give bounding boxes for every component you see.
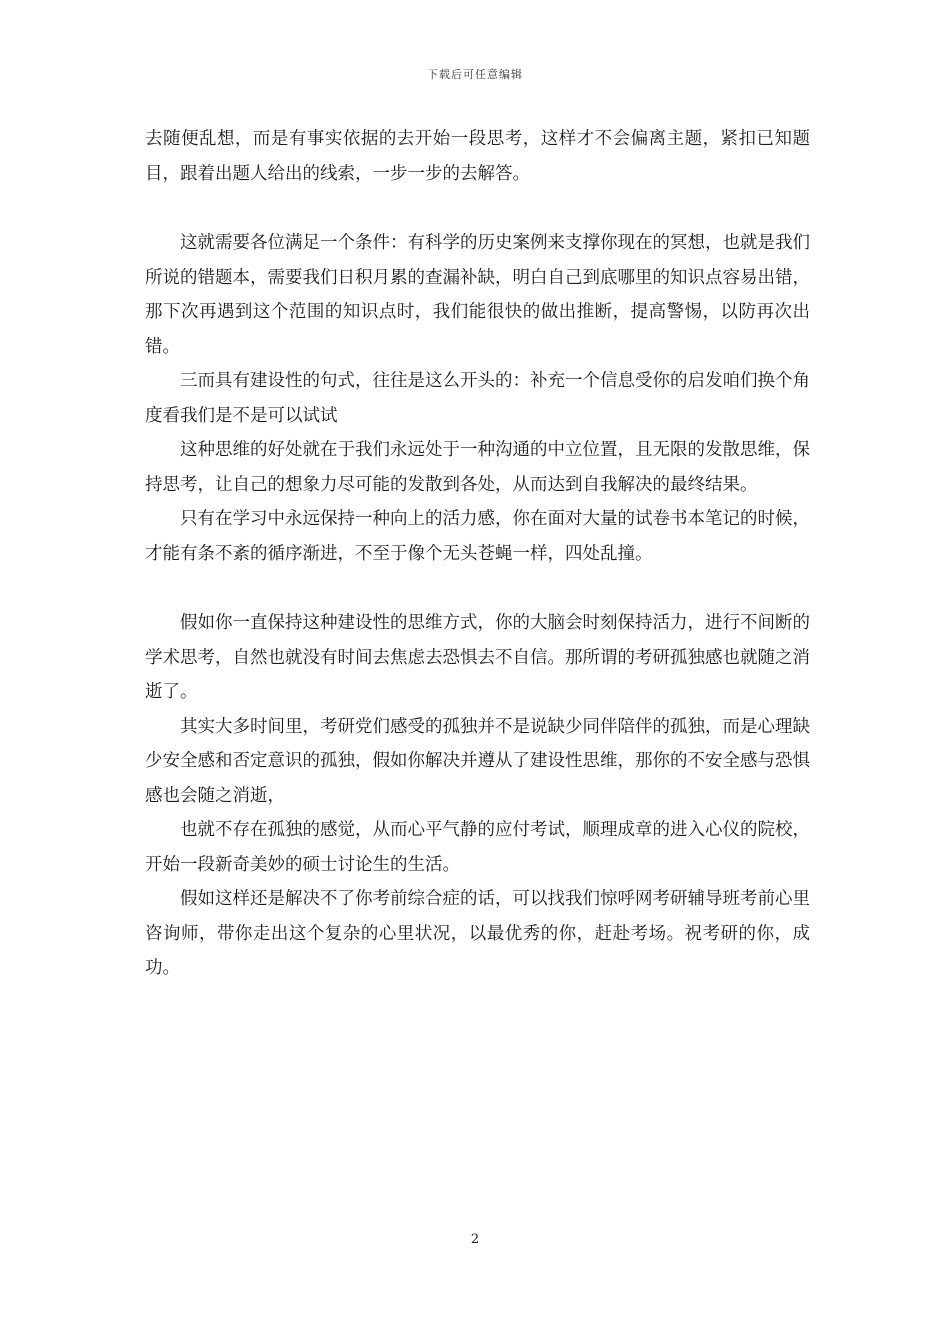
document-body [145,122,810,986]
paragraph-thinking-benefit: 这种思维的好处就在于我们永远处于一种沟通的中立位置，且无限的发散思维，保持思考，让自己的想象力尽可能的发散到各处，从而达到自我解决的最终结果。 [145,440,810,495]
paragraph-calm-exam: 也就不存在孤独的感觉，从而心平气静的应付考试，顺理成章的进入心仪的院校，开始一段新奇美妙的硕士讨论生的生活。 [145,820,810,875]
paragraph-counseling: 假如这样还是解决不了你考前综合症的话，可以找我们惊呼网考研辅导班考前心里咨询师，带你走出这个复杂的心里状况，以最优秀的你，赶赴考场。祝考研的你，成功。 [145,889,810,978]
paragraph-error-notebook: 这就需要各位满足一个条件：有科学的历史案例来支撑你现在的冥想，也就是我们所说的错题本，需要我们日积月累的查漏补缺，明白自己到底哪里的知识点容易出错，那下次再遇到这个范围的知识点时，我们能很快的做出推断，提高警惕，以防再次出错。 [145,233,810,357]
paragraph-constructive-mindset: 假如你一直保持这种建设性的思维方式，你的大脑会时刻保持活力，进行不间断的学术思考，自然也就没有时间去焦虑去恐惧去不自信。那所谓的考研孤独感也就随之消逝了。 [145,613,810,702]
page-header: 下载后可任意编辑 [427,68,523,81]
paragraph-constructive-phrasing: 三而具有建设性的句式，往往是这么开头的：补充一个信息受你的启发咱们换个角度看我们是不是可以试试 [145,371,810,426]
paragraph-vitality: 只有在学习中永远保持一种向上的活力感，你在面对大量的试卷书本笔记的时候，才能有条不紊的循序渐进，不至于像个无头苍蝇一样，四处乱撞。 [145,509,810,564]
paragraph-continuation: 去随便乱想，而是有事实依据的去开始一段思考，这样才不会偏离主题，紧扣已知题目，跟着出题人给出的线索，一步一步的去解答。 [145,129,810,184]
paragraph-loneliness: 其实大多时间里，考研党们感受的孤独并不是说缺少同伴陪伴的孤独，而是心理缺少安全感和否定意识的孤独，假如你解决并遵从了建设性思维，那你的不安全感与恐惧感也会随之消逝， [145,716,810,806]
page-number: 2 [470,1232,480,1247]
